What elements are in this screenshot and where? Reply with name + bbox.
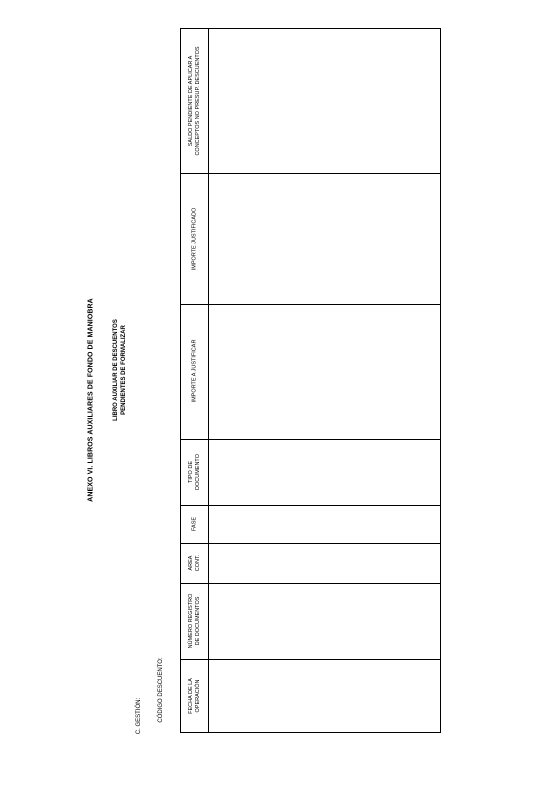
document-subtitle (112, 319, 128, 421)
column-divider (181, 659, 440, 660)
column-divider (181, 543, 440, 544)
column-header-line: FECHA DE LA (188, 678, 194, 714)
subtitle-line-1: LIBRO AUXILIAR DE DESCUENTOS (113, 319, 119, 421)
column-header-line: IMPORTE JUSTIFICADO (191, 207, 198, 271)
column-header-line: NÚMERO REGISTRO (188, 593, 194, 649)
column-header-area (188, 555, 202, 572)
codigo-descuento-label: CÓDIGO DESCUENTO: (158, 657, 164, 723)
column-header-line: AREA (188, 555, 194, 571)
column-header-line: CONT. (195, 554, 201, 572)
gestion-label: C. GESTIÓN: (136, 697, 142, 735)
column-divider (181, 304, 440, 305)
column-header-numero-registro (188, 594, 202, 649)
column-divider (181, 583, 440, 584)
column-header-line: CONCEPTOS NO PRESUP. DESCUENTOS (195, 46, 201, 156)
column-divider (181, 505, 440, 506)
column-header-tipo-documento (188, 454, 202, 490)
column-header-line: DOCUMENTO (195, 454, 201, 490)
column-divider (181, 439, 440, 440)
column-header-fase (192, 517, 199, 531)
column-header-line: IMPORTE A JUSTIFICAR (191, 339, 198, 403)
column-header-line: SALDO PENDIENTE DE APLICAR A (188, 55, 194, 147)
column-header-fecha (188, 678, 202, 714)
column-header-saldo-pendiente (188, 46, 202, 155)
column-header-importe-justificar (192, 340, 199, 403)
column-header-line: DE DOCUMENTOS (195, 596, 201, 646)
column-header-line: FASE (191, 516, 198, 532)
column-header-line: TIPO DE (188, 461, 194, 484)
column-header-importe-justificado (192, 208, 199, 271)
column-header-line: OPERACIÓN (195, 679, 201, 713)
subtitle-line-2: PENDIENTES DE FORMALIZAR (121, 325, 127, 415)
document-title: ANEXO VI. LIBROS AUXILIARES DE FONDO DE MANIOBRA (87, 298, 95, 502)
column-divider (181, 173, 440, 174)
descuentos-table (180, 28, 441, 733)
